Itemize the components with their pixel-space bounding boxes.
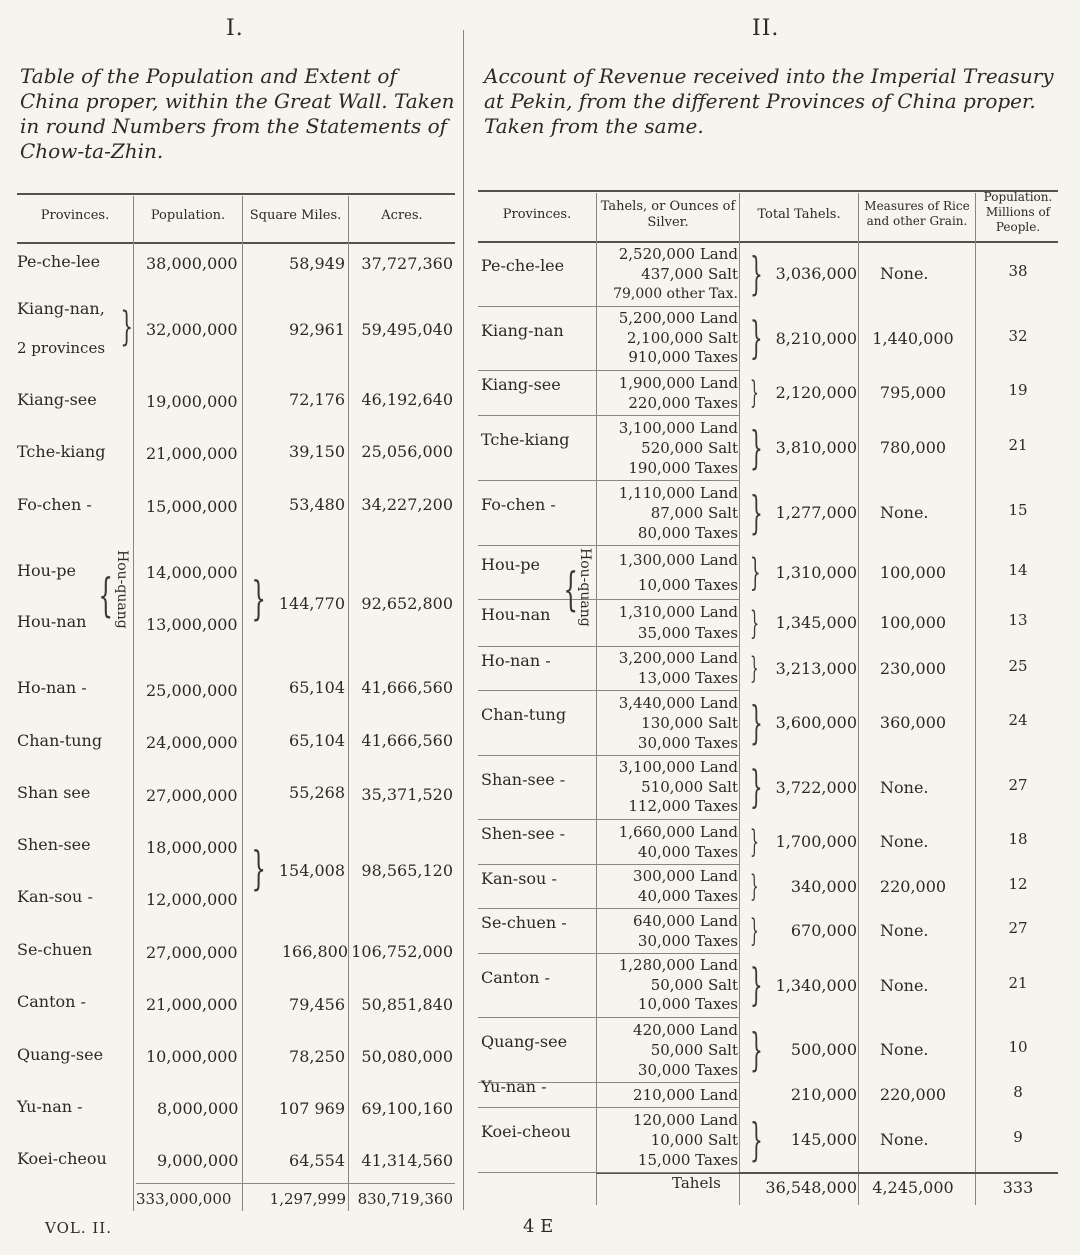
group-label-hou-quang: Hou-quang	[114, 550, 130, 629]
brace: }	[750, 313, 763, 364]
tahels-line: 190,000 Taxes	[628, 459, 738, 477]
province-cell: Chan-tung	[17, 731, 103, 750]
province-cell: Quang-see	[481, 1032, 568, 1051]
province-cell: Shen-see -	[481, 824, 566, 843]
signature-mark: 4 E	[523, 1216, 554, 1237]
tahels-line: 2,520,000 Land	[618, 245, 738, 263]
header-total-tahels: Total Tahels.	[757, 207, 841, 222]
brace: {	[563, 562, 578, 616]
acres-cell: 69,100,160	[361, 1099, 453, 1118]
province-cell: Canton -	[17, 992, 86, 1011]
acres-cell: 98,565,120	[361, 861, 453, 880]
population-cell: 8,000,000	[157, 1099, 239, 1118]
grain-cell: None.	[880, 975, 929, 995]
province-cell: Kiang-see	[481, 375, 561, 394]
sq-miles-cell: 92,961	[289, 320, 345, 339]
tahels-line: 640,000 Land	[633, 912, 738, 930]
tahels-line: 40,000 Taxes	[637, 843, 738, 861]
province-cell: Hou-pe	[17, 561, 77, 580]
province-cell: Shan-see -	[481, 769, 566, 789]
acres-cell: 25,056,000	[361, 442, 453, 461]
province-cell: Hou-nan	[17, 612, 87, 631]
brace: }	[750, 762, 763, 813]
header-grain: Measures of Rice and other Grain.	[864, 199, 970, 228]
acres-cell: 41,666,560	[361, 678, 453, 697]
tahels-line: 10,000 Taxes	[637, 995, 738, 1014]
acres-cell: 35,371,520	[361, 785, 453, 804]
acres-cell: 50,080,000	[361, 1047, 453, 1066]
sq-miles-cell: 65,104	[289, 731, 345, 750]
total-sq-miles: 1,297,999	[269, 1190, 346, 1208]
sq-miles-cell: 64,554	[289, 1151, 345, 1170]
tahels-line: 79,000 other Tax.	[613, 286, 738, 302]
grain-cell: None.	[880, 264, 929, 283]
grain-cell: None.	[880, 1130, 929, 1149]
tahels-line: 510,000 Salt	[641, 777, 738, 796]
population-cell: 9,000,000	[157, 1151, 239, 1170]
total-tahels-cell: 3,722,000	[775, 777, 857, 797]
population-cell: 38,000,000	[146, 254, 238, 273]
header-population: Population. Millions of People.	[983, 190, 1053, 234]
tahels-line: 420,000 Land	[633, 1021, 738, 1039]
brace: }	[750, 421, 763, 474]
province-cell: Koei-cheou	[481, 1122, 571, 1141]
population-cell: 18,000,000	[146, 838, 238, 857]
province-cell: Hou-nan	[481, 605, 551, 624]
total-tahels-cell: 1,277,000	[775, 503, 857, 522]
province-cell: Se-chuen	[17, 940, 93, 959]
grain-cell: 230,000	[879, 658, 947, 678]
province-cell: Kiang-nan	[481, 320, 564, 340]
sq-miles-cell: 107 969	[278, 1099, 345, 1118]
tahels-line: 3,100,000 Land	[618, 758, 738, 776]
brace: }	[750, 824, 759, 860]
total-tahels-cell: 8,210,000	[775, 328, 857, 348]
total-tahels-cell: 1,700,000	[775, 832, 857, 851]
brace: }	[750, 604, 760, 642]
tahels-line: 220,000 Taxes	[628, 394, 738, 412]
total-tahels-cell: 210,000	[790, 1085, 857, 1104]
header-provinces: Provinces.	[502, 207, 572, 222]
totals-label: Tahels	[672, 1174, 721, 1192]
province-cell: Quang-see	[17, 1045, 104, 1064]
brace: }	[251, 841, 266, 895]
total-population: 333	[1002, 1178, 1034, 1197]
population-cell: 15,000,000	[146, 497, 238, 516]
population-cell: 25	[1008, 656, 1028, 675]
population-cell: 25,000,000	[146, 681, 238, 700]
tahels-line: 130,000 Salt	[641, 714, 738, 732]
tahels-line: 50,000 Salt	[650, 1041, 738, 1059]
brace: }	[120, 304, 134, 350]
tahels-line: 30,000 Taxes	[637, 932, 738, 950]
brace: }	[750, 1113, 763, 1166]
population-cell: 21,000,000	[146, 995, 238, 1014]
tahels-line: 1,110,000 Land	[618, 484, 738, 502]
grain-cell: None.	[880, 777, 929, 797]
population-cell: 21,000,000	[146, 444, 238, 463]
tahels-line: 35,000 Taxes	[637, 624, 738, 642]
tahels-line: 1,900,000 Land	[618, 374, 738, 392]
tahels-line: 910,000 Taxes	[628, 348, 738, 367]
population-cell: 19,000,000	[146, 392, 238, 411]
total-tahels-cell: 3,810,000	[775, 438, 857, 457]
brace: }	[750, 913, 759, 949]
province-cell: Fo-chen -	[17, 495, 92, 514]
tahels-line: 10,000 Salt	[650, 1131, 738, 1149]
acres-cell: 59,495,040	[361, 320, 453, 339]
province-cell: Chan-tung	[481, 705, 567, 724]
sq-miles-cell: 65,104	[289, 678, 345, 697]
population-cell: 19	[1008, 381, 1028, 399]
population-cell: 10,000,000	[146, 1047, 238, 1066]
tahels-line: 15,000 Taxes	[637, 1151, 738, 1169]
total-tahels: 36,548,000	[765, 1178, 857, 1197]
population-cell: 32	[1008, 326, 1028, 345]
left-intro: Table of the Population and Extent of China proper, within the Great Wall. Taken in round Numbers from the Statements of Chow-ta-Zhin.	[20, 64, 455, 163]
tahels-line: 437,000 Salt	[641, 265, 738, 283]
total-tahels-cell: 2,120,000	[775, 383, 857, 402]
province-cell: Shan see	[17, 783, 91, 802]
acres-cell: 50,851,840	[361, 995, 453, 1014]
province-cell: Ho-nan -	[481, 650, 551, 670]
province-cell: Hou-pe	[481, 554, 541, 574]
tahels-line: 112,000 Taxes	[628, 797, 738, 816]
population-cell: 12	[1008, 874, 1028, 893]
total-grain: 4,245,000	[872, 1178, 954, 1197]
tahels-line: 300,000 Land	[633, 867, 738, 885]
population-cell: 21	[1008, 436, 1028, 454]
brace: }	[750, 247, 763, 300]
brace: }	[750, 551, 761, 594]
acres-cell: 46,192,640	[361, 390, 453, 409]
population-cell: 24	[1008, 711, 1028, 729]
tahels-line: 3,440,000 Land	[618, 694, 738, 712]
grain-cell: None.	[880, 921, 929, 940]
tahels-line: 3,100,000 Land	[618, 419, 738, 437]
header-tahels: Tahels, or Ounces of Silver.	[600, 199, 736, 230]
brace: }	[251, 571, 266, 625]
header-acres: Acres.	[381, 208, 423, 223]
sq-miles-cell: 72,176	[289, 390, 345, 409]
grain-cell: 795,000	[879, 383, 947, 402]
tahels-line: 520,000 Salt	[641, 439, 738, 457]
acres-cell: 106,752,000	[351, 942, 453, 961]
province-cell: Yu-nan -	[17, 1097, 83, 1116]
header-provinces: Provinces.	[40, 208, 110, 223]
tahels-line: 1,300,000 Land	[618, 551, 738, 569]
population-cell: 32,000,000	[146, 320, 238, 339]
volume-label: VOL. II.	[45, 1219, 112, 1237]
sq-miles-cell: 58,949	[289, 254, 345, 273]
acres-cell: 41,666,560	[361, 731, 453, 750]
brace: }	[750, 869, 759, 904]
province-cell: Tche-kiang	[481, 430, 570, 449]
brace: }	[750, 960, 763, 1011]
population-cell: 12,000,000	[146, 890, 238, 909]
province-cell: Tche-kiang	[17, 442, 106, 461]
population-cell: 38	[1008, 262, 1028, 280]
sq-miles-cell: 144,770	[278, 594, 345, 613]
acres-cell: 37,727,360	[361, 254, 453, 273]
header-square-miles: Square Miles.	[249, 208, 342, 223]
total-tahels-cell: 3,036,000	[775, 264, 857, 283]
tahels-line: 1,310,000 Land	[618, 603, 738, 621]
grain-cell: 220,000	[879, 1085, 947, 1104]
population-cell: 27,000,000	[146, 943, 238, 962]
header-population: Population.	[150, 208, 226, 223]
population-cell: 14	[1008, 560, 1028, 579]
tahels-line: 2,100,000 Salt	[626, 328, 738, 347]
population-cell: 9	[1013, 1128, 1023, 1146]
acres-cell: 92,652,800	[361, 594, 453, 613]
sq-miles-cell: 39,150	[289, 442, 345, 461]
tahels-line: 10,000 Taxes	[637, 575, 738, 594]
sq-miles-cell: 53,480	[289, 495, 345, 514]
sq-miles-cell: 79,456	[289, 995, 345, 1014]
grain-cell: 100,000	[879, 613, 947, 632]
grain-cell: None.	[880, 1040, 929, 1059]
province-cell-line2: 2 provinces	[17, 339, 106, 357]
brace: }	[750, 486, 763, 539]
province-cell: Kan-sou -	[481, 868, 557, 888]
total-tahels-cell: 500,000	[790, 1040, 857, 1059]
grain-cell: 1,440,000	[872, 328, 954, 348]
population-cell: 8	[1013, 1083, 1023, 1101]
total-tahels-cell: 340,000	[790, 876, 857, 896]
tahels-line: 5,200,000 Land	[618, 309, 738, 327]
total-tahels-cell: 670,000	[790, 921, 857, 940]
population-cell: 27	[1008, 919, 1028, 937]
province-cell: Yu-nan -	[481, 1077, 547, 1096]
tahels-line: 13,000 Taxes	[637, 668, 738, 687]
total-tahels-cell: 3,600,000	[775, 713, 857, 732]
brace: {	[98, 568, 113, 622]
population-cell: 27	[1008, 775, 1028, 794]
tahels-line: 50,000 Salt	[650, 975, 738, 994]
province-cell: Kiang-see	[17, 390, 97, 409]
tahels-line: 210,000 Land	[633, 1086, 738, 1104]
grain-cell: 100,000	[879, 562, 947, 582]
total-tahels-cell: 3,213,000	[775, 658, 857, 678]
sq-miles-cell: 154,008	[278, 861, 345, 880]
brace: }	[750, 1023, 763, 1076]
total-tahels-cell: 1,340,000	[775, 975, 857, 995]
total-population: 333,000,000	[136, 1190, 232, 1208]
tahels-line: 1,660,000 Land	[618, 823, 738, 841]
grain-cell: 220,000	[879, 876, 947, 896]
sq-miles-cell: 55,268	[289, 783, 345, 802]
population-cell: 13,000,000	[146, 615, 238, 634]
grain-cell: None.	[880, 503, 929, 522]
province-cell: Kan-sou -	[17, 887, 93, 906]
acres-cell: 34,227,200	[361, 495, 453, 514]
province-cell: Kiang-nan,	[17, 299, 105, 318]
right-numeral: II.	[752, 16, 780, 41]
sq-miles-cell: 166,800	[281, 942, 348, 961]
province-cell: Fo-chen -	[481, 495, 556, 514]
grain-cell: 780,000	[879, 438, 947, 457]
brace: }	[750, 375, 759, 411]
province-cell: Pe-che-lee	[481, 256, 565, 275]
population-cell: 24,000,000	[146, 733, 238, 752]
grain-cell: None.	[880, 832, 929, 851]
total-acres: 830,719,360	[357, 1190, 453, 1208]
tahels-line: 80,000 Taxes	[637, 524, 738, 542]
total-tahels-cell: 1,345,000	[775, 613, 857, 632]
province-cell: Shen-see	[17, 835, 91, 854]
brace: }	[750, 651, 759, 686]
tahels-line: 87,000 Salt	[650, 504, 738, 522]
total-tahels-cell: 145,000	[790, 1130, 857, 1149]
grain-cell: 360,000	[879, 713, 947, 732]
population-cell: 21	[1008, 973, 1028, 992]
population-cell: 15	[1008, 501, 1028, 519]
province-cell: Ho-nan -	[17, 678, 87, 697]
population-cell: 27,000,000	[146, 786, 238, 805]
acres-cell: 41,314,560	[361, 1151, 453, 1170]
province-cell: Se-chuen -	[481, 913, 567, 932]
population-cell: 13	[1008, 611, 1028, 629]
right-intro: Account of Revenue received into the Imperial Treasury at Pekin, from the different Provinces of China proper. Taken from the same.	[484, 64, 1054, 138]
total-tahels-cell: 1,310,000	[775, 562, 857, 582]
province-cell: Koei-cheou	[17, 1149, 107, 1168]
tahels-line: 120,000 Land	[633, 1111, 738, 1129]
tahels-line: 3,200,000 Land	[618, 649, 738, 667]
province-cell: Pe-che-lee	[17, 252, 101, 271]
brace: }	[750, 696, 763, 749]
population-cell: 14,000,000	[146, 563, 238, 582]
province-cell: Canton -	[481, 967, 550, 987]
tahels-line: 30,000 Taxes	[637, 1061, 738, 1079]
population-cell: 10	[1008, 1038, 1028, 1056]
tahels-line: 30,000 Taxes	[637, 734, 738, 752]
tahels-line: 40,000 Taxes	[637, 886, 738, 905]
tahels-line: 1,280,000 Land	[618, 956, 738, 974]
group-label-hou-quang: Hou-quang	[577, 548, 593, 627]
left-numeral: I.	[226, 16, 244, 41]
population-cell: 18	[1008, 830, 1028, 848]
sq-miles-cell: 78,250	[289, 1047, 345, 1066]
